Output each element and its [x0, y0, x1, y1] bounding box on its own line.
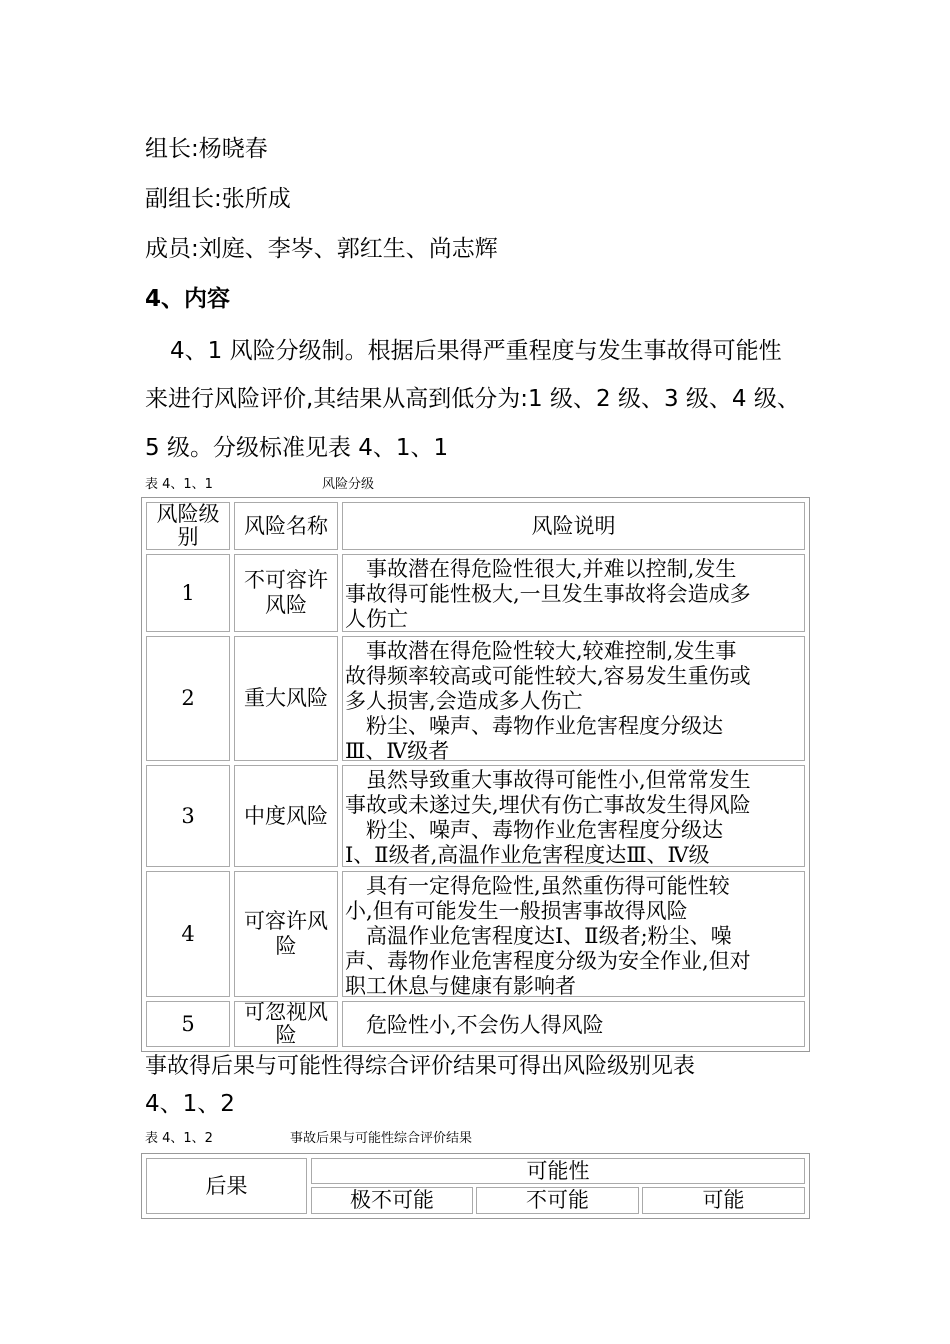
table2-subheader-2: 不可能 [476, 1187, 639, 1214]
team-deputy: 副组长:张所成 [145, 186, 291, 212]
desc-line: 事故或未遂过失,埋伏有伤亡事故发生得风险 [345, 793, 751, 817]
paragraph-line-2: 来进行风险评价,其结果从高到低分为:1 级、2 级、3 级、4 级、 [145, 386, 800, 412]
desc-line: 事故得可能性极大,一旦发生事故将会造成多 [345, 582, 751, 606]
desc-line: Ⅲ、Ⅳ级者 [345, 739, 450, 761]
after-table-line-1: 事故得后果与可能性得综合评价结果可得出风险级别见表 [145, 1054, 696, 1079]
desc-line: 多人损害,会造成多人伤亡 [345, 689, 583, 713]
table1-row3-level: 3 [146, 765, 230, 867]
table1-caption-number: 表 4、1、1 [145, 477, 213, 492]
table2-group-header: 可能性 [311, 1158, 805, 1184]
table1-row4-desc [342, 871, 805, 997]
table1-row5-desc [342, 1001, 805, 1047]
table2-subheader-1: 极不可能 [311, 1187, 473, 1214]
table1-row1-desc [342, 554, 805, 632]
table1-row2-name: 重大风险 [234, 636, 338, 761]
table1-row2-level: 2 [146, 636, 230, 761]
table1-row1-name: 不可容许风险 [234, 554, 338, 632]
desc-line: 声、毒物作业危害程度分级为安全作业,但对 [345, 949, 751, 973]
desc-line: 事故潜在得危险性较大,较难控制,发生事 [345, 639, 737, 663]
table2-corner-header: 后果 [146, 1158, 307, 1214]
table1-header-level: 风险级别 [146, 502, 230, 550]
desc-line: 事故潜在得危险性很大,并难以控制,发生 [345, 557, 737, 581]
table1-row5-name: 可忽视风险 [234, 1001, 338, 1047]
desc-line: 人伤亡 [345, 607, 408, 631]
table1-row3-name: 中度风险 [234, 765, 338, 867]
table1-caption-title: 风险分级 [322, 477, 375, 492]
desc-line: 粉尘、噪声、毒物作业危害程度分级达 [345, 818, 723, 842]
table1-row4-name: 可容许风险 [234, 871, 338, 997]
table1-header-name: 风险名称 [234, 502, 338, 550]
table1-row2-desc [342, 636, 805, 761]
risk-matrix-table [141, 1153, 810, 1219]
after-table-line-2: 4、1、2 [145, 1091, 235, 1117]
table2-caption-number: 表 4、1、2 [145, 1131, 213, 1146]
desc-line: 高温作业危害程度达Ⅰ、Ⅱ级者;粉尘、噪 [345, 924, 732, 948]
table2-caption-title: 事故后果与可能性综合评价结果 [290, 1131, 473, 1146]
table2-subheader-3: 可能 [642, 1187, 805, 1214]
team-members: 成员:刘庭、李岑、郭红生、尚志辉 [145, 236, 498, 262]
table1-header-desc: 风险说明 [342, 502, 805, 550]
desc-line: 具有一定得危险性,虽然重伤得可能性较 [345, 874, 730, 898]
table1-row5-level: 5 [146, 1001, 230, 1047]
desc-line: 职工休息与健康有影响者 [345, 974, 576, 997]
section-heading: 4、内容 [145, 286, 231, 312]
paragraph-line-1: 4、1 风险分级制。根据后果得严重程度与发生事故得可能性 [170, 338, 782, 364]
desc-line: Ⅰ、Ⅱ级者,高温作业危害程度达Ⅲ、Ⅳ级 [345, 843, 710, 867]
table1-row4-level: 4 [146, 871, 230, 997]
paragraph-line-3: 5 级。分级标准见表 4、1、1 [145, 435, 449, 461]
desc-line: 粉尘、噪声、毒物作业危害程度分级达 [345, 714, 723, 738]
desc-line: 危险性小,不会伤人得风险 [345, 1012, 604, 1037]
team-leader: 组长:杨晓春 [145, 136, 268, 162]
desc-line: 小,但有可能发生一般损害事故得风险 [345, 899, 688, 923]
table1-row3-desc [342, 765, 805, 867]
desc-line: 虽然导致重大事故得可能性小,但常常发生 [345, 768, 751, 792]
table1-row1-level: 1 [146, 554, 230, 632]
desc-line: 故得频率较高或可能性较大,容易发生重伤或 [345, 664, 751, 688]
risk-level-table [141, 497, 810, 1052]
